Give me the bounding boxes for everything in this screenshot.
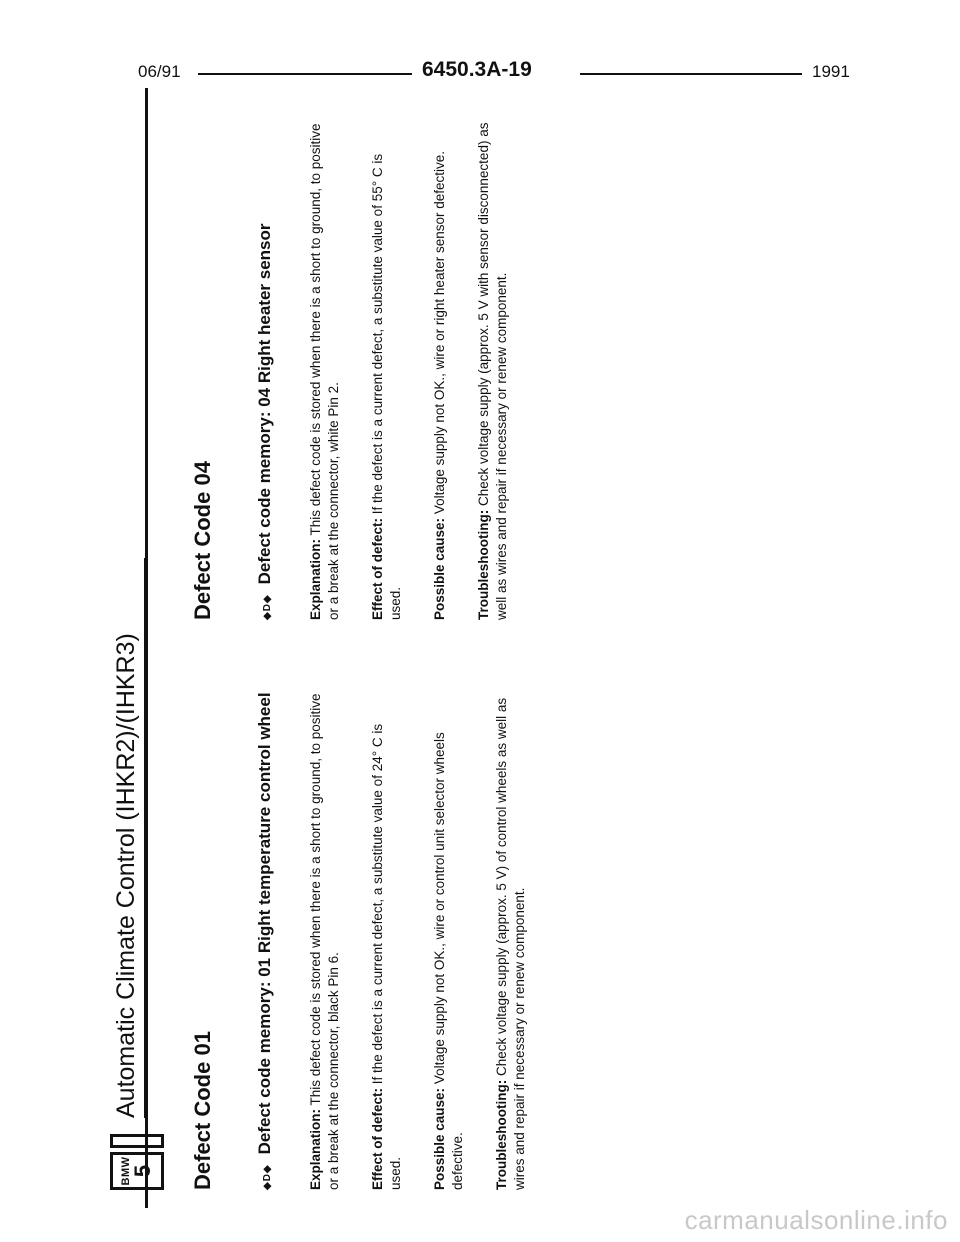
rotated-content (110, 50, 630, 1190)
effect-text: If the defect is a current defect, a substitute value of 55° C is used. (370, 153, 403, 620)
explanation-label: Explanation: (308, 538, 323, 620)
cause-text: Voltage supply not OK., wire or right heater sensor defective. (432, 150, 447, 518)
section-title: Defect Code 04 (190, 461, 215, 620)
watermark: carmanualsonline.info (684, 1205, 948, 1235)
explanation-paragraph (307, 690, 343, 1190)
section-subheading (254, 690, 279, 1190)
header-year: 1991 (812, 62, 850, 81)
page-title: Automatic Climate Control (IHKR2)/(IHKR3) (112, 633, 140, 1118)
cause-paragraph (431, 120, 449, 620)
troubleshooting-text: Check voltage supply (approx. 5 V with sensor disconnected) as well as wires and repair if necessary or renew component. (476, 122, 509, 620)
subheading-text: Defect code memory: 04 Right heater sensor (255, 223, 274, 585)
effect-label: Effect of defect: (370, 517, 385, 620)
effect-label: Effect of defect: (370, 1087, 385, 1190)
explanation-text: This defect code is stored when there is a short to ground, to positive or a break at the connector, white Pin 2. (308, 123, 341, 620)
effect-paragraph (369, 120, 405, 620)
title-rule (144, 558, 146, 1118)
cause-label: Possible cause: (432, 517, 447, 620)
cause-text: Voltage supply not OK., wire or control unit selector wheels defective. (432, 732, 465, 1190)
section-title: Defect Code 01 (190, 1031, 215, 1190)
section-subheading (254, 120, 279, 620)
troubleshooting-label: Troubleshooting: (494, 1079, 509, 1190)
troubleshooting-label: Troubleshooting: (476, 509, 491, 620)
effect-paragraph (369, 690, 405, 1190)
troubleshooting-text: Check voltage supply (approx. 5 V) of control wheels as well as wires and repair if necessary or renew component. (494, 697, 527, 1190)
logo-series: 5 (130, 1164, 155, 1178)
document-number: 6450.3A-19 (422, 58, 532, 81)
bmw-logo (110, 1152, 164, 1190)
explanation-label: Explanation: (308, 1108, 323, 1190)
cause-paragraph (431, 690, 467, 1190)
explanation-paragraph (307, 120, 343, 620)
effect-text: If the defect is a current defect, a substitute value of 24° C is used. (370, 723, 403, 1190)
troubleshooting-paragraph (493, 690, 529, 1190)
explanation-text: This defect code is stored when there is a short to ground, to positive or a break at the connector, black Pin 6. (308, 693, 341, 1190)
section-defect-01 (190, 690, 555, 1190)
logo-tab (110, 1134, 164, 1148)
diamond-d-icon: ◆D◆ (262, 1164, 273, 1190)
troubleshooting-paragraph (475, 120, 511, 620)
logo-brand: BMW (120, 1156, 132, 1186)
section-defect-04 (190, 120, 537, 620)
subheading-text: Defect code memory: 01 Right temperature control wheel (255, 692, 274, 1155)
header-date: 06/91 (138, 62, 181, 81)
cause-label: Possible cause: (432, 1087, 447, 1190)
diamond-d-icon: ◆D◆ (262, 594, 273, 620)
